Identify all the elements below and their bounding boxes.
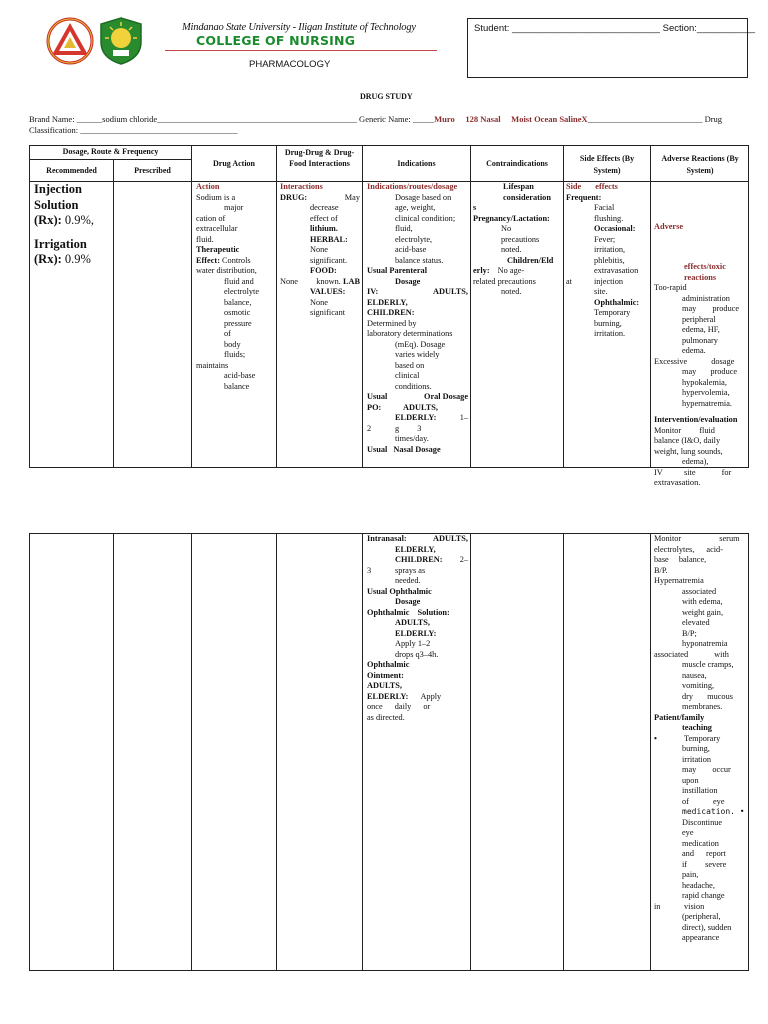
indications-line: IV: <box>367 287 379 296</box>
col-adverse-label: Adverse Reactions (By System) <box>661 154 739 175</box>
interactions-line: None <box>310 245 328 254</box>
indications-line: Ophthalmic <box>367 660 410 669</box>
dosage-text <box>34 182 114 268</box>
p2-action-cell <box>191 533 277 971</box>
adverse-line: peripheral <box>682 314 716 324</box>
indications-line: drops q3–4h. <box>395 649 439 659</box>
adverse-line: administration <box>682 293 730 303</box>
action-line: extracellular <box>196 224 238 233</box>
generic-name: Muro 128 Nasal Moist Ocean SalineX <box>434 114 588 124</box>
dosage-line: Injection <box>34 182 82 196</box>
adverse-line: medication <box>682 838 719 848</box>
action-line: fluids; <box>224 350 246 359</box>
side-line: irritation, <box>594 245 626 254</box>
indications-line: varies widely <box>395 350 440 359</box>
col-recommended-label: Recommended <box>46 166 97 175</box>
p2-recommended-cell <box>29 533 114 971</box>
action-line: pressure <box>224 318 252 328</box>
adverse-line: Discontinue <box>682 817 723 827</box>
indications-line: electrolyte, <box>395 234 433 244</box>
p2-prescribed-cell <box>113 533 192 971</box>
interactions-line: None <box>280 276 298 286</box>
adverse-line: burning, <box>682 744 710 753</box>
side-line: phlebitis, <box>594 255 625 265</box>
msu-iit-logo <box>46 17 94 65</box>
adverse-line: direct), sudden <box>682 922 732 932</box>
indications-line: Usual <box>367 392 388 401</box>
action-line: Sodium is a <box>196 192 236 202</box>
adverse-line: and report <box>682 849 726 858</box>
indications-text <box>367 182 468 455</box>
brand-generic-line <box>29 114 722 124</box>
adverse-line: electrolytes, acid- <box>654 544 723 554</box>
indications-line: 3 <box>367 565 372 575</box>
adverse-line: hypernatremia. <box>682 398 732 408</box>
adverse-line: base balance, <box>654 555 707 564</box>
contra-line: related precautions <box>473 276 536 286</box>
interactions-line: significant <box>310 308 346 317</box>
indications-line: Dosage <box>395 276 421 286</box>
adverse-line: hyponatremia <box>682 639 728 648</box>
adverse-line: weight gain, <box>682 607 724 617</box>
contra-line: No <box>501 224 512 233</box>
indications-line: CHILDREN: <box>367 308 415 317</box>
action-line: water distribution, <box>196 266 257 275</box>
indications-line: once daily or <box>367 702 431 711</box>
dosage-line: Solution <box>34 197 79 212</box>
col-action-label: Drug Action <box>213 159 255 168</box>
indications-line: needed. <box>395 576 421 585</box>
interactions-line: LAB <box>342 276 360 286</box>
indications-line: ADULTS, <box>395 618 430 627</box>
action-heading: Action <box>196 182 220 191</box>
contra-line: precautions <box>501 234 540 244</box>
side-line: flushing. <box>594 213 624 223</box>
indications-line: Dosage based on <box>395 192 452 202</box>
indications-line: Intranasal: <box>367 534 407 543</box>
side-line: Facial <box>594 203 615 212</box>
indications-line: laboratory determinations <box>367 329 453 338</box>
indications-line: clinical condition; <box>395 213 456 223</box>
adverse-line: headache, <box>682 880 715 890</box>
indications-line: Ointment: <box>367 670 404 680</box>
contra-line: Pregnancy/Lactation: <box>473 213 550 223</box>
side-line: extravasation <box>594 266 639 275</box>
adverse-line: dry mucous <box>682 691 733 701</box>
dosage-value: 0.9% <box>61 252 91 266</box>
side-line: Temporary <box>594 308 631 317</box>
indications-line: fluid, <box>395 224 413 233</box>
interactions-line: decrease <box>310 203 339 212</box>
contra-line: Children/Eld <box>507 255 554 265</box>
action-line: electrolyte <box>224 287 260 296</box>
indications-line: based on <box>395 360 425 370</box>
adverse-line: Monitor fluid <box>654 425 715 435</box>
adverse-line: Hypernatremia <box>654 576 704 585</box>
adverse-text <box>654 182 747 489</box>
col-prescribed-label: Prescribed <box>134 166 171 175</box>
dosage-value: 0.9%, <box>61 213 95 227</box>
adverse-heading: reactions <box>684 272 717 282</box>
action-line: Controls <box>219 255 251 265</box>
adverse-line: medication. • <box>682 807 745 816</box>
adverse-line: nausea, <box>682 670 707 680</box>
interactions-line: DRUG: <box>280 192 308 202</box>
adverse-line: eye <box>682 828 694 837</box>
adverse-line: of eye <box>682 796 725 806</box>
adverse-line: edema, HF, <box>682 325 720 334</box>
side-text <box>566 182 648 340</box>
action-line: acid-base <box>224 371 256 380</box>
side-line: Fever; <box>594 234 616 244</box>
adverse-line: pulmonary <box>682 335 718 345</box>
indications-heading: Indications/routes/dosage <box>367 182 458 191</box>
document-title: DRUG STUDY <box>360 92 413 101</box>
interactions-line: None <box>310 297 328 307</box>
side-line: Frequent: <box>566 192 602 202</box>
adverse-line: membranes. <box>682 702 723 711</box>
adverse-text-p2 <box>654 534 747 944</box>
indications-line: 1– <box>459 413 468 422</box>
adverse-line: associated <box>682 586 717 596</box>
adverse-line: edema), <box>682 457 709 466</box>
brand-suffix: ___________________________ Drug <box>587 114 723 124</box>
side-line: burning, <box>594 318 622 328</box>
indications-text-p2 <box>367 534 468 723</box>
indications-line: Usual <box>367 586 388 596</box>
indications-line: 2– <box>459 555 468 564</box>
adverse-line: Temporary <box>684 733 721 743</box>
header-divider <box>165 50 437 51</box>
interactions-line: effect of <box>310 213 338 223</box>
side-line: Ophthalmic: <box>594 297 640 307</box>
indications-line: clinical <box>395 371 420 380</box>
adverse-line: with edema, <box>682 597 723 606</box>
indications-line: Usual <box>367 444 388 454</box>
adverse-line: vision <box>684 901 705 911</box>
adverse-line: may produce <box>682 304 740 313</box>
indications-line: ELDERLY: <box>367 691 409 701</box>
adverse-line: IV <box>654 467 663 477</box>
dosage-line: Irrigation <box>34 236 87 251</box>
indications-line: ELDERLY, <box>367 297 408 307</box>
adverse-line: B/P. <box>654 565 668 575</box>
adverse-line: Intervention/evaluation <box>654 415 738 424</box>
interactions-line: HERBAL: <box>310 234 348 244</box>
adverse-line: weight, lung sounds, <box>654 446 723 456</box>
adverse-line: irritation <box>682 754 712 764</box>
indications-line: conditions. <box>395 381 432 391</box>
interactions-text <box>280 182 360 319</box>
action-text <box>196 182 274 392</box>
p2-contra-cell <box>470 533 564 971</box>
col-contra-label: Contraindications <box>486 159 548 168</box>
adverse-line: Too-rapid <box>654 283 687 292</box>
indications-line: Parenteral <box>389 266 428 275</box>
action-line: osmotic <box>224 308 251 317</box>
adverse-line: hypokalemia, <box>682 377 727 387</box>
indications-line: ELDERLY, <box>395 544 436 554</box>
indications-line: Dosage <box>395 597 421 606</box>
adverse-line: upon <box>682 775 699 785</box>
interactions-line: known. <box>316 276 341 286</box>
college-of-nursing-logo <box>98 16 144 66</box>
indications-line: ELDERLY: <box>395 413 437 422</box>
interactions-line: significant. <box>310 255 348 265</box>
side-line: at <box>566 276 572 286</box>
col-indications-label: Indications <box>397 159 436 168</box>
indications-line: sprays as <box>395 565 426 575</box>
adverse-line: extravasation. <box>654 478 701 487</box>
indications-line: age, weight, <box>395 203 436 212</box>
adverse-line: site for <box>684 467 732 477</box>
adverse-line: teaching <box>682 723 712 732</box>
side-line: irritation. <box>594 329 626 338</box>
subject-name: PHARMACOLOGY <box>249 59 331 70</box>
interactions-line: FOOD: <box>310 266 337 275</box>
adverse-line: B/P; <box>682 628 697 638</box>
action-line: fluid. <box>196 234 214 244</box>
indications-line: ADULTS, <box>433 534 468 543</box>
contra-line: erly: <box>473 266 490 275</box>
col-interactions-label: Drug-Drug & Drug-Food Interactions <box>284 148 355 168</box>
dosage-rx: (Rx): <box>34 252 62 266</box>
adverse-line: if severe <box>682 859 727 869</box>
adverse-line: may produce <box>682 367 738 376</box>
adverse-line: vomiting, <box>682 681 715 690</box>
indications-line: Ophthalmic <box>367 607 410 617</box>
indications-line: ADULTS, <box>433 287 468 296</box>
indications-line: Nasal Dosage <box>393 444 441 454</box>
indications-line: (mEq). Dosage <box>395 339 446 349</box>
indications-line: 2 <box>367 423 372 433</box>
college-name: COLLEGE OF NURSING <box>196 33 356 48</box>
p2-side-cell <box>563 533 651 971</box>
adverse-line: Patient/family <box>654 712 705 722</box>
indications-line: acid-base <box>395 245 427 254</box>
brand-prefix: Brand Name: ______sodium chloride_______________________________________________ Generic Name: _____ <box>29 114 435 124</box>
indications-line: Oral Dosage <box>423 392 468 401</box>
action-line: Therapeutic <box>196 245 240 254</box>
adverse-line: rapid change <box>682 891 725 900</box>
contra-line: consideration <box>503 192 551 202</box>
contra-line: noted. <box>501 245 522 254</box>
indications-line: Apply 1–2 <box>395 639 431 648</box>
interactions-line: VALUES: <box>310 287 346 296</box>
side-line: injection <box>594 276 624 286</box>
indications-line: PO: <box>367 402 382 412</box>
indications-line: balance status. <box>395 255 444 265</box>
indications-line: times/day. <box>395 434 429 443</box>
adverse-line: (peripheral, <box>682 912 721 921</box>
action-line: balance, <box>224 297 252 307</box>
university-name: Mindanao State University - Iligan Institute of Technology <box>182 22 416 33</box>
adverse-line: in <box>654 901 661 911</box>
indications-line: Determined by <box>367 318 417 328</box>
adverse-line: pain, <box>682 870 699 879</box>
classification-line: Classification: _____________________________________ <box>29 125 238 135</box>
action-line: Effect: <box>196 255 220 265</box>
action-line: body <box>224 339 241 349</box>
adverse-line: instillation <box>682 786 718 795</box>
adverse-line: may occur <box>682 765 731 774</box>
contra-line: noted. <box>501 287 522 296</box>
dosage-rx: (Rx): <box>34 213 62 227</box>
adverse-line: balance (I&O, daily <box>654 436 721 445</box>
adverse-line: muscle cramps, <box>682 660 734 669</box>
contra-text <box>473 182 561 298</box>
adverse-line: Monitor serum <box>654 534 740 543</box>
student-section-label: Student: ____________________________ Section:___________ <box>474 23 756 34</box>
bullet-icon: • <box>654 733 657 743</box>
indications-line: ELDERLY: <box>395 628 437 638</box>
indications-line: Ophthalmic <box>389 586 432 596</box>
adverse-line: Excessive dosage <box>654 356 735 366</box>
indications-line: Usual <box>367 266 388 275</box>
side-heading: Side effects <box>566 182 618 191</box>
action-line: fluid and <box>224 276 254 286</box>
contra-line: Lifespan <box>503 182 534 191</box>
col-side-label: Side Effects (By System) <box>579 154 635 175</box>
p2-interactions-cell <box>276 533 363 971</box>
contra-line: s <box>473 203 477 212</box>
action-line: major <box>224 203 244 212</box>
action-line: of <box>224 329 231 338</box>
indications-line: as directed. <box>367 712 405 722</box>
action-line: balance <box>224 381 250 391</box>
interactions-line: May <box>344 192 360 202</box>
indications-line: ADULTS, <box>403 402 438 412</box>
col-dosage-label: Dosage, Route & Frequency <box>62 147 159 156</box>
side-line: Occasional: <box>594 224 636 233</box>
indications-line: g 3 <box>395 423 422 433</box>
adverse-line: hypervolemia, <box>682 388 730 397</box>
indications-line: Solution: <box>417 607 450 617</box>
indications-line: Apply <box>420 691 442 701</box>
adverse-line: associated with <box>654 649 729 659</box>
action-line: cation of <box>196 213 226 223</box>
contra-line: No age- <box>497 266 525 275</box>
interactions-heading: Interactions <box>280 182 323 191</box>
indications-line: ADULTS, <box>367 681 402 690</box>
adverse-line: elevated <box>682 618 710 627</box>
adverse-line: appearance <box>682 933 720 942</box>
adverse-heading: effects/toxic <box>684 262 726 271</box>
body-prescribed-cell <box>113 181 192 468</box>
adverse-line: edema. <box>682 346 706 355</box>
side-line: site. <box>594 287 608 296</box>
action-line: maintains <box>196 360 229 370</box>
indications-line: CHILDREN: <box>395 555 443 564</box>
adverse-heading: Adverse <box>654 222 684 231</box>
interactions-line: lithium. <box>310 224 338 233</box>
